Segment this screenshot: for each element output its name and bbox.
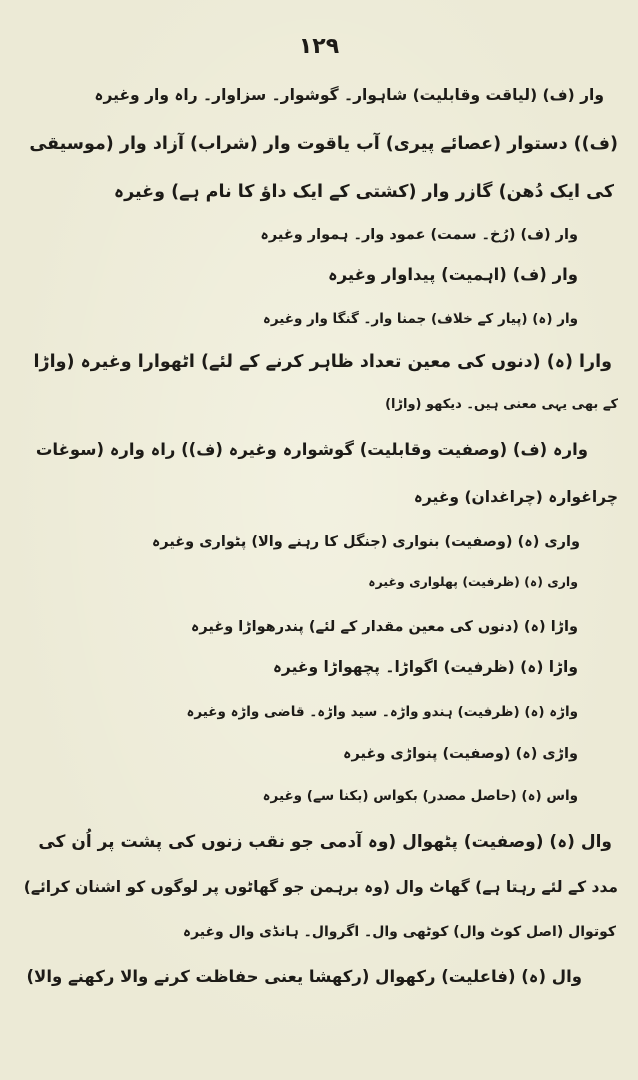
text-line: مدد کے لئے رہتا ہے) گھاٹ وال (وہ برہمن جو گھاٹوں پر لوگوں کو اشنان کرائے) [23, 878, 618, 896]
text-line: وار (ف) (اہمیت) پیداوار وغیرہ [327, 265, 578, 284]
page-number: ١٢٩ [298, 34, 340, 59]
text-line: واڑا (ہ) (دنوں کی معین مقدار کے لئے) پندرھواڑا وغیرہ [190, 619, 578, 635]
text-line: وارا (ہ) (دنوں کی معین تعداد ظاہر کرنے کے لئے) اٹھوارا وغیرہ (واڑا [33, 352, 612, 372]
text-line: واس (ہ) (حاصل مصدر) بکواس (بکنا سے) وغیرہ [262, 788, 578, 804]
text-line: وال (ہ) (فاعلیت) رکھوال (رکھشا یعنی حفاظت کرنے والا رکھنے والا) [26, 967, 582, 986]
text-line: واڑی (ہ) (وصفیت) پنواڑی وغیرہ [343, 746, 578, 762]
text-line: چراغوارہ (چراغدان) وغیرہ [413, 488, 618, 506]
text-line: واری (ہ) (ظرفیت) پھلواری وغیرہ [368, 574, 578, 589]
text-line: واری (ہ) (وصفیت) بنواری (جنگل کا رہنے والا) پٹواری وغیرہ [151, 534, 580, 550]
text-line: (ف)) دستوار (عصائے پیری) آب یاقوت وار (شراب) آزاد وار (موسیقی [29, 134, 618, 154]
text-line: واڑا (ہ) (ظرفیت) اگواڑا۔ پچھواڑا وغیرہ [272, 658, 578, 676]
text-line: وارہ (ف) (وصفیت وقابلیت) گوشوارہ وغیرہ (ف)) راہ وارہ (سوغات [35, 440, 588, 459]
text-line: واڑہ (ہ) (ظرفیت) ہندو واڑہ۔ سید واڑہ۔ قاضی واڑہ وغیرہ [186, 704, 578, 720]
text-line: وار (ف) (لیاقت وقابلیت) شاہوار۔ گوشوار۔ سزاوار۔ راہ وار وغیرہ [94, 86, 604, 104]
text-line: وار (ف) (رُخ۔ سمت) عمود وار۔ ہموار وغیرہ [260, 227, 578, 243]
text-line: کوتوال (اصل کوٹ وال) کوٹھی وال۔ اگروال۔ ہانڈی وال وغیرہ [182, 924, 616, 940]
text-line: وار (ہ) (پیار کے خلاف) جمنا وار۔ گنگا وار وغیرہ [262, 311, 578, 327]
text-line: کی ایک دُھن) گازر وار (کشتی کے ایک داؤ کا نام ہے) وغیرہ [113, 182, 614, 202]
text-line: وال (ہ) (وصفیت) پٹھوال (وہ آدمی جو نقب زنوں کی پشت پر اُن کی [38, 832, 612, 852]
text-line: کے بھی یہی معنی ہیں۔ دیکھو (واڑا) [385, 397, 618, 412]
